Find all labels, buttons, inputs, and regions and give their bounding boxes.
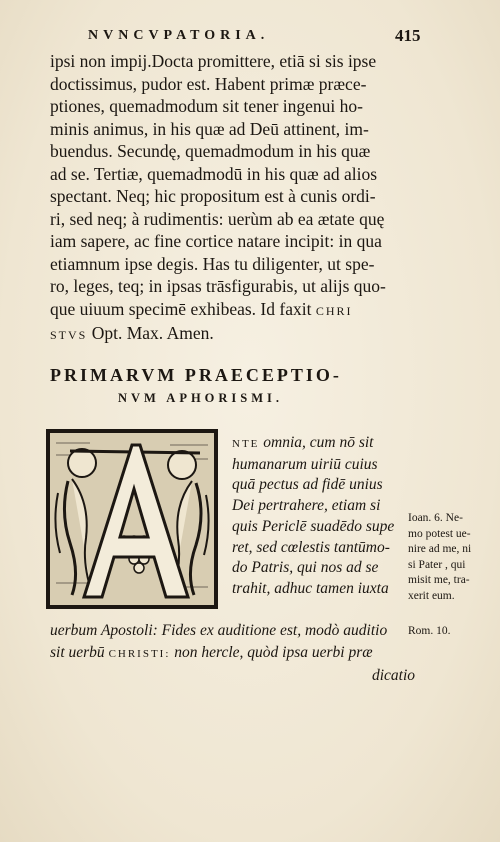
text-line: ri, sed neq; à rudimentis: uerùm ab ea ætate quę: [50, 208, 385, 229]
note-line: mo potest ue-: [408, 527, 471, 540]
text-line: ipsi non impij.Docta promittere, etiā si sis ipse: [50, 51, 377, 71]
text-line: buendus. Secundę, quemadmodum in his quæ: [50, 141, 371, 161]
small-caps-word: STVS: [50, 328, 88, 342]
page-number: 415: [395, 26, 421, 45]
text-line: doctissimus, pudor est. Habent primæ præce-: [50, 73, 367, 94]
text-line: etiamnum ipse degis. Has tu diligenter, ut spe-: [50, 253, 375, 274]
dedication-text: [50, 50, 420, 347]
small-caps-word: CHRI: [315, 303, 353, 318]
text-line: do Patris, qui nos ad se: [232, 559, 379, 577]
text-fragment: sit uerbū: [50, 644, 105, 661]
text-fragment: non hercle, quòd ipsa uerbi præ: [174, 644, 373, 661]
margin-note-john: [408, 511, 496, 604]
text-line: spectant. Neq; hic propositum est à cunis ordi-: [50, 186, 376, 206]
text-fragment: que uiuum specimē exhibeas. Id faxit: [50, 298, 312, 319]
text-line: [50, 322, 420, 347]
text-fragment: Opt. Max. Amen.: [91, 323, 214, 343]
text-line: ret, sed cœlestis tantūmo-: [232, 538, 390, 556]
text-line: [232, 433, 412, 455]
aphorism-text-continued: [50, 620, 416, 687]
text-line: humanarum uiriū cuius: [232, 455, 378, 473]
text-line: minis animus, in his quæ ad Deū attinent, im-: [50, 118, 369, 139]
text-line: ad se. Tertiæ, quemadmodū in his quæ ad alios: [50, 163, 378, 184]
text-line: quā pectus ad fidē unius: [232, 476, 383, 494]
text-fragment: omnia, cum nō sit: [263, 434, 374, 451]
note-line: Rom. 10.: [408, 625, 451, 637]
small-caps-word: NTE: [232, 438, 260, 450]
note-line: xerit eum.: [408, 589, 455, 602]
woodcut-illustration: [50, 433, 214, 605]
section-title: PRIMARVM PRAECEPTIO-: [50, 365, 342, 385]
text-line: ptiones, quemadmodum sit tener ingenui ho-: [50, 96, 364, 116]
running-head: NVNCVPATORIA.: [88, 28, 270, 43]
text-line: ro, leges, teq; in ipsas trāsfigurabis, ut alijs quo-: [50, 276, 386, 296]
text-line: uerbum Apostoli: Fides ex auditione est, modò auditio: [50, 622, 388, 639]
text-line: dicatio: [372, 667, 416, 684]
text-line: trahit, adhuc tamen iuxta: [232, 579, 389, 597]
note-line: nire ad me, ni: [408, 543, 472, 555]
text-line: [50, 298, 420, 323]
decorated-initial-woodcut: [46, 429, 218, 609]
text-line: iam sapere, ac fine cortice natare incipit: in qua: [50, 231, 382, 251]
text-line: quis Periclē suadēdo supe: [232, 517, 395, 535]
note-line: si Pater , qui: [408, 558, 466, 571]
section-subtitle: NVM APHORISMI.: [118, 391, 284, 405]
text-line: [50, 642, 410, 665]
margin-note-romans: [408, 624, 496, 640]
note-line: Ioan. 6. Ne-: [408, 512, 463, 524]
small-caps-word: CHRISTI:: [108, 648, 171, 660]
text-line: Dei pertrahere, etiam si: [232, 497, 381, 515]
aphorism-text: [232, 433, 412, 600]
note-line: misit me, tra-: [408, 574, 470, 586]
